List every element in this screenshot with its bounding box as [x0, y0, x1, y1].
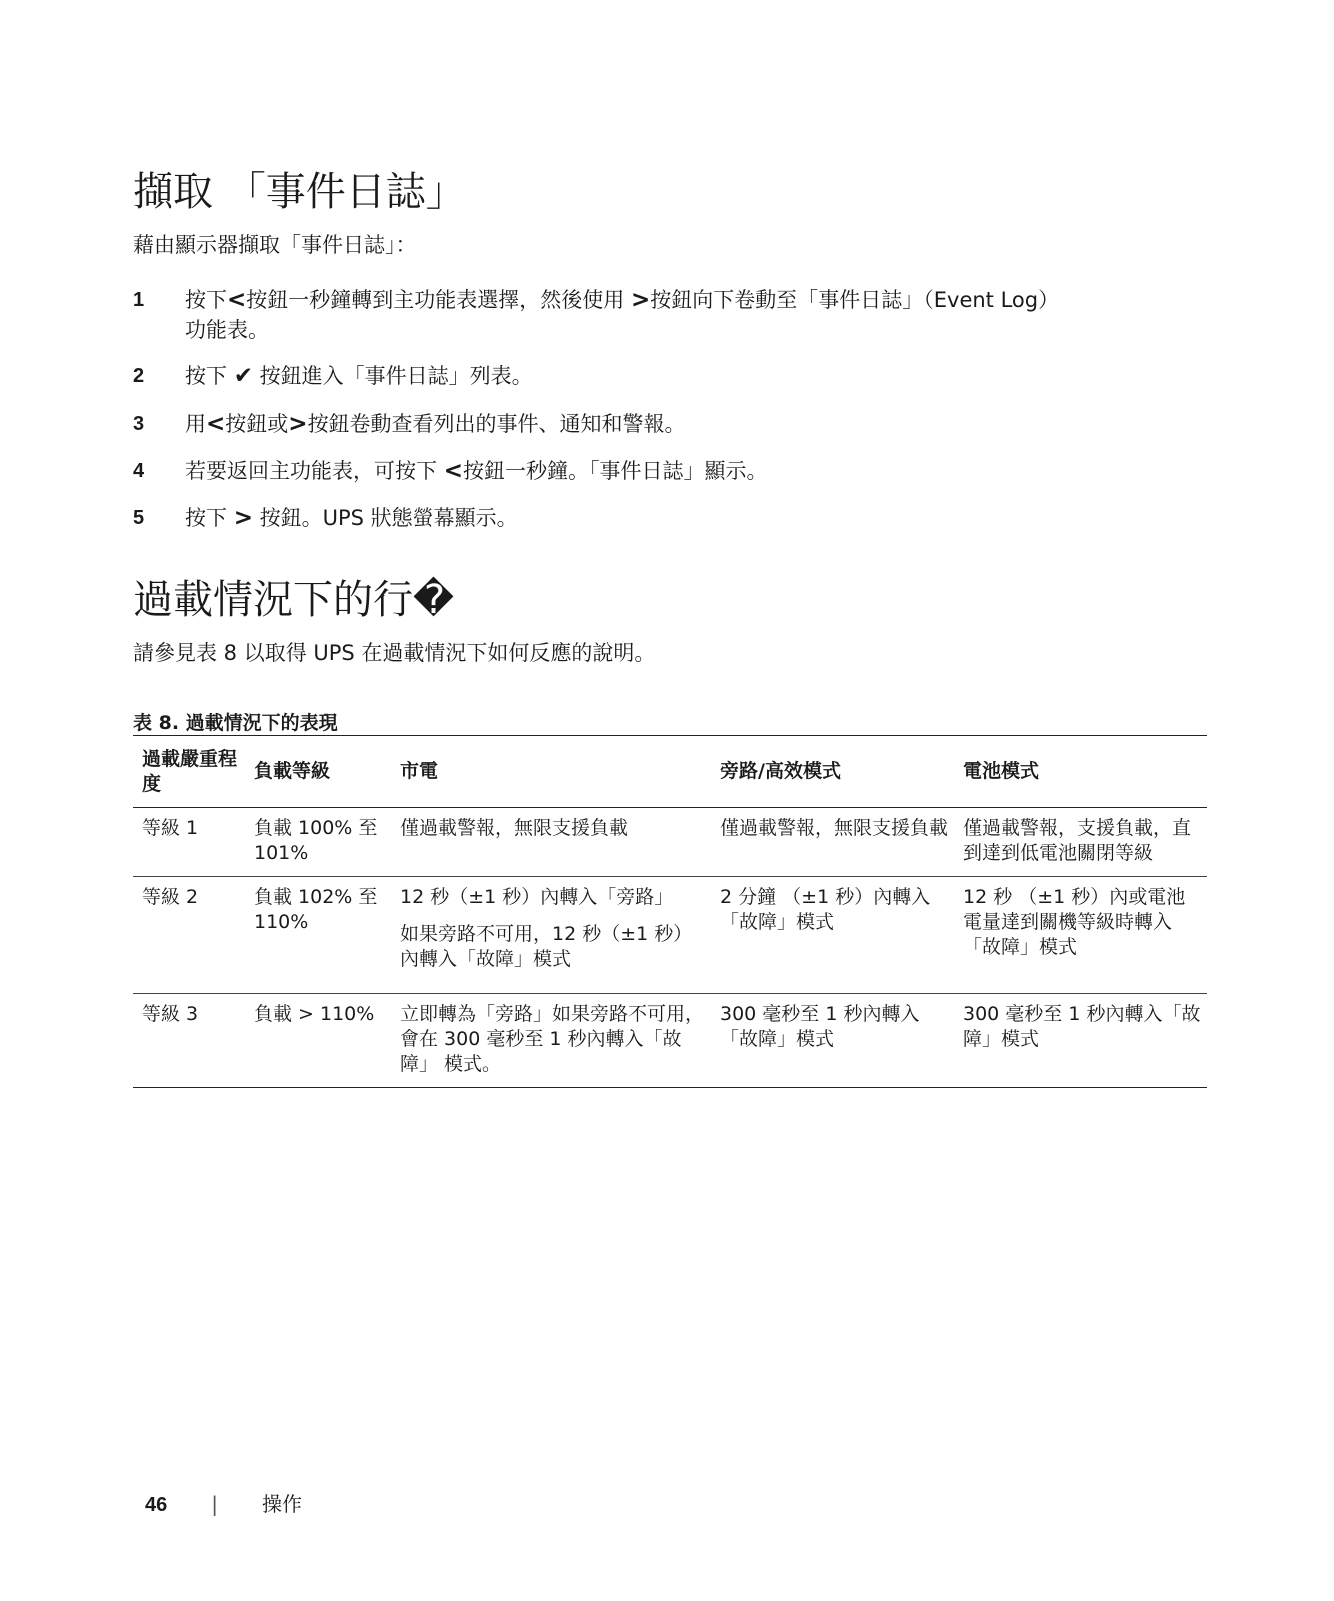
table-cell: 300 毫秒至 1 秒內轉入「故障」模式	[963, 1003, 1201, 1050]
table-cell: 僅過載警報，支援負載，直到達到低電池關閉等級	[963, 817, 1192, 864]
table-header-row	[133, 736, 1207, 808]
step-number: 3	[133, 413, 145, 435]
section-title-event-log: 擷取 「事件日誌」	[133, 169, 466, 215]
list-item	[133, 409, 1193, 439]
step-number: 1	[133, 289, 145, 311]
section-intro-overload: 請參見表 8 以取得 UPS 在過載情況下如何反應的說明。	[133, 641, 656, 665]
column-header: 電池模式	[963, 760, 1040, 782]
left-arrow-icon: <	[443, 458, 463, 484]
table-cell: 僅過載警報，無限支援負載	[720, 817, 949, 839]
step-text: 按下 > 按鈕。UPS 狀態螢幕顯示。	[185, 505, 518, 531]
table-cell: 負載 100% 至 101%	[254, 817, 378, 864]
table-row	[133, 808, 1207, 877]
left-arrow-icon: <	[227, 287, 247, 313]
step-number: 5	[133, 507, 145, 529]
step-text: 按下<按鈕一秒鐘轉到主功能表選擇，然後使用 >按鈕向下卷動至「事件日誌」（Event Log） 功能表。	[185, 287, 1060, 342]
table-cell	[391, 877, 711, 994]
table-cell: 300 毫秒至 1 秒內轉入「故障」模式	[720, 1003, 920, 1050]
overload-table	[133, 735, 1207, 1088]
right-arrow-icon: >	[233, 505, 253, 531]
table-cell: 2 分鐘 （±1 秒）內轉入「故障」模式	[720, 886, 931, 933]
footer-section: 操作	[262, 1492, 302, 1516]
table-cell: 等級 2	[142, 886, 199, 908]
step-text: 用<按鈕或>按鈕卷動查看列出的事件、通知和警報。	[185, 411, 686, 437]
table-cell: 僅過載警報，無限支援負載	[400, 817, 629, 839]
page-number: 46	[145, 1494, 168, 1516]
page-footer	[145, 1488, 302, 1517]
section-intro-event-log: 藉由顯示器擷取「事件日誌」：	[133, 233, 417, 257]
cell-line: 如果旁路不可用，12 秒（±1 秒）內轉入「故障」模式	[400, 923, 693, 970]
steps-list	[133, 285, 1193, 533]
list-item	[133, 285, 1193, 345]
right-arrow-icon: >	[288, 411, 308, 437]
step-text: 若要返回主功能表，可按下 <按鈕一秒鐘。「事件日誌」顯示。	[185, 458, 768, 484]
table-cell: 立即轉為「旁路」如果旁路不可用，會在 300 毫秒至 1 秒內轉入「故障」 模式。	[400, 1003, 705, 1075]
footer-separator: |	[211, 1492, 218, 1516]
check-icon: ✔	[233, 363, 253, 389]
column-header: 過載嚴重程度	[142, 747, 238, 795]
cell-line: 12 秒（±1 秒）內轉入「旁路」	[400, 886, 674, 908]
table-row	[133, 994, 1207, 1088]
table-row	[133, 877, 1207, 994]
table-cell: 等級 3	[142, 1003, 199, 1025]
list-item	[133, 456, 1193, 486]
table-cell: 負載 102% 至 110%	[254, 886, 378, 933]
table-caption: 表 8. 過載情況下的表現	[133, 712, 338, 734]
left-arrow-icon: <	[206, 411, 226, 437]
table-cell: 等級 1	[142, 817, 199, 839]
list-item	[133, 361, 1193, 391]
table-cell: 負載 > 110%	[254, 1003, 375, 1025]
step-number: 2	[133, 365, 145, 387]
column-header: 旁路/高效模式	[720, 760, 841, 782]
right-arrow-icon: >	[630, 287, 651, 313]
step-number: 4	[133, 460, 145, 482]
table-cell: 12 秒 （±1 秒）內或電池電量達到關機等級時轉入「故障」模式	[963, 886, 1186, 958]
column-header: 市電	[400, 760, 439, 782]
column-header: 負載等級	[254, 760, 331, 782]
step-text: 按下 ✔ 按鈕進入「事件日誌」列表。	[185, 363, 533, 389]
list-item	[133, 503, 1193, 533]
section-title-overload: 過載情況下的行�	[133, 577, 455, 623]
